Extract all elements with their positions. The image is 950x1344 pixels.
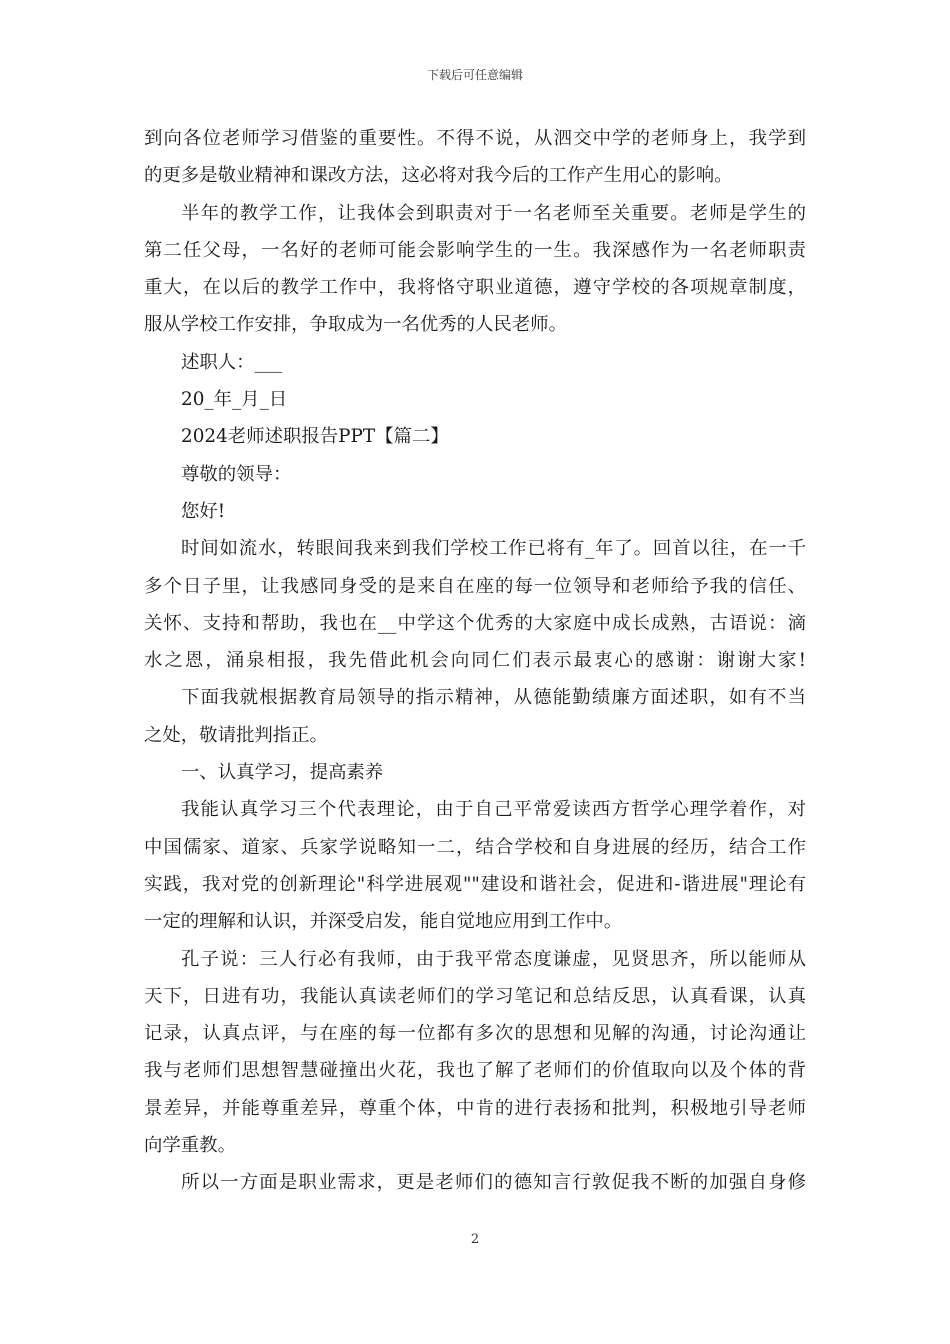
text-line: 时间如流水，转眼间我来到我们学校工作已将有_年了。回首以往，在一千 [181, 538, 806, 560]
text-line: 孔子说：三人行必有我师，由于我平常态度谦虚，见贤思齐，所以能师从 [181, 948, 806, 970]
text-line: 重大，在以后的教学工作中，我将恪守职业道德，遵守学校的各项规章制度， [144, 277, 806, 299]
text-line: 多个日子里，让我感同身受的是来自在座的每一位领导和老师给予我的信任、 [144, 575, 806, 597]
text-line: 记录，认真点评，与在座的每一位都有多次的思想和见解的沟通，讨论沟通让 [144, 1023, 806, 1045]
text-line: 所以一方面是职业需求，更是老师们的德知言行敦促我不断的加强自身修 [181, 1172, 806, 1194]
text-line: 一定的理解和认识，并深受启发，能自觉地应用到工作中。 [144, 911, 623, 933]
text-line: 到向各位老师学习借鉴的重要性。不得不说，从泗交中学的老师身上，我学到 [144, 128, 806, 149]
text-line: 我与老师们思想智慧碰撞出火花，我也了解了老师们的价值取向以及个体的背 [144, 1060, 806, 1082]
text-line: 之处，敬请批判指正。 [144, 724, 328, 746]
text-line: 述职人：___ [181, 351, 283, 373]
text-line: 一、认真学习，提高素养 [181, 762, 384, 784]
text-line: 半年的教学工作，让我体会到职责对于一名老师至关重要。老师是学生的 [181, 202, 806, 224]
text-line: 景差异，并能尊重差异，尊重个体，中肯的进行表扬和批判，积极地引导老师 [144, 1097, 806, 1119]
text-line: 的更多是敬业精神和课改方法，这必将对我今后的工作产生用心的影响。 [144, 165, 733, 187]
text-line: 关怀、支持和帮助，我也在__中学这个优秀的大家庭中成长成熟，古语说：滴 [144, 612, 806, 634]
text-line: 向学重教。 [144, 1135, 236, 1157]
text-line: 下面我就根据教育局领导的指示精神，从德能勤绩廉方面述职，如有不当 [181, 687, 806, 709]
text-line: 20_年_月_日 [181, 389, 288, 411]
text-line: 水之恩，涌泉相报，我先借此机会向同仁们表示最衷心的感谢：谢谢大家! [144, 650, 806, 672]
document-body [144, 120, 806, 1202]
text-line: 服从学校工作安排，争取成为一名优秀的人民老师。 [144, 314, 567, 336]
text-line: 尊敬的领导： [181, 463, 292, 485]
text-line: 中国儒家、道家、兵家学说略知一二，结合学校和自身进展的经历，结合工作 [144, 836, 806, 858]
text-line: 实践，我对党的创新理论"科学进展观""建设和谐社会，促进和-谐进展"理论有 [144, 873, 806, 895]
page-number: 2 [470, 1232, 480, 1247]
text-line: 您好! [181, 500, 226, 522]
text-line: 天下，日进有功，我能认真读老师们的学习笔记和总结反思，认真看课，认真 [144, 985, 806, 1007]
page-header: 下载后可任意编辑 [426, 68, 523, 82]
text-line: 我能认真学习三个代表理论，由于自己平常爱读西方哲学心理学着作，对 [181, 799, 806, 821]
text-line: 2024老师述职报告PPT【篇二】 [181, 426, 449, 448]
text-line: 第二任父母，一名好的老师可能会影响学生的一生。我深感作为一名老师职责 [144, 239, 806, 261]
